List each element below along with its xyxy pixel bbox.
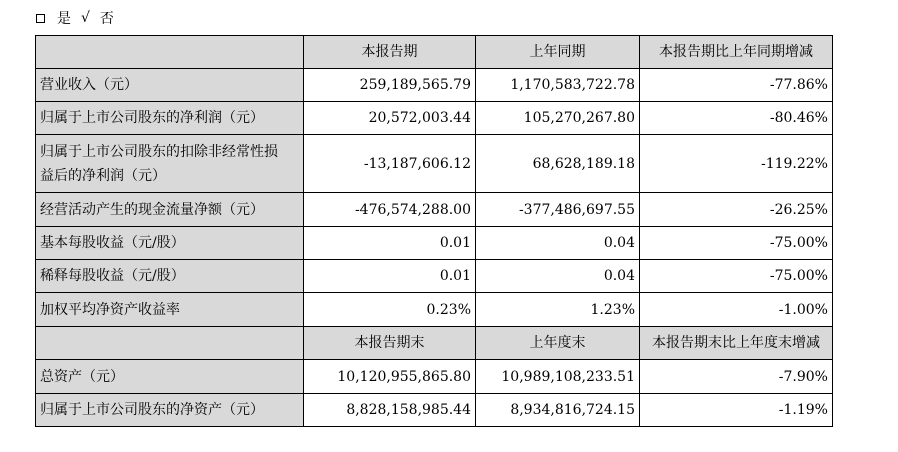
row-label: 营业收入（元）	[36, 69, 304, 102]
checkbox-unchecked-icon	[36, 14, 45, 23]
current-value: 10,120,955,865.80	[304, 360, 476, 394]
change-value: -119.22%	[640, 135, 833, 193]
header-cell-prior-period: 上年同期	[476, 36, 640, 69]
current-value: 8,828,158,985.44	[304, 394, 476, 427]
table-row	[36, 69, 833, 102]
current-value: 0.23%	[304, 293, 476, 327]
header-cell-change: 本报告期末比上年度末增减	[640, 327, 833, 360]
row-label: 加权平均净资产收益率	[36, 293, 304, 327]
row-label: 归属于上市公司股东的净资产（元）	[36, 394, 304, 427]
row-label	[36, 135, 304, 193]
header-cell-prior-year-end: 上年度末	[476, 327, 640, 360]
row-label-line: 归属于上市公司股东的扣除非经常性损	[40, 143, 278, 160]
change-value: -75.00%	[640, 227, 833, 260]
current-value: -13,187,606.12	[304, 135, 476, 193]
checkmark-icon: √	[81, 10, 90, 26]
change-value: -80.46%	[640, 102, 833, 135]
prior-value: 68,628,189.18	[476, 135, 640, 193]
change-value: -77.86%	[640, 69, 833, 102]
row-label: 基本每股收益（元/股）	[36, 227, 304, 260]
table-row	[36, 193, 833, 227]
prior-value: 1.23%	[476, 293, 640, 327]
header-cell-current-period: 本报告期	[304, 36, 476, 69]
row-label: 归属于上市公司股东的净利润（元）	[36, 102, 304, 135]
restatement-status-line	[36, 6, 114, 30]
table-row	[36, 394, 833, 427]
table-header-row	[36, 327, 833, 360]
prior-value: 1,170,583,722.78	[476, 69, 640, 102]
change-value: -1.00%	[640, 293, 833, 327]
no-option-label: 否	[99, 11, 114, 27]
prior-value: 8,934,816,724.15	[476, 394, 640, 427]
prior-value: 105,270,267.80	[476, 102, 640, 135]
prior-value: -377,486,697.55	[476, 193, 640, 227]
row-label: 稀释每股收益（元/股）	[36, 260, 304, 293]
table-row	[36, 260, 833, 293]
row-label: 经营活动产生的现金流量净额（元）	[36, 193, 304, 227]
row-label: 总资产（元）	[36, 360, 304, 394]
table-row	[36, 293, 833, 327]
header-cell-blank	[36, 327, 304, 360]
change-value: -1.19%	[640, 394, 833, 427]
prior-value: 0.04	[476, 227, 640, 260]
change-value: -7.90%	[640, 360, 833, 394]
table-row	[36, 102, 833, 135]
yes-option-label: 是	[57, 11, 71, 27]
table-row	[36, 360, 833, 394]
financial-data-table	[35, 35, 833, 427]
row-label-line: 益后的净利润（元）	[40, 167, 166, 184]
header-cell-change: 本报告期比上年同期增减	[640, 36, 833, 69]
header-cell-period-end: 本报告期末	[304, 327, 476, 360]
current-value: 0.01	[304, 260, 476, 293]
current-value: 259,189,565.79	[304, 69, 476, 102]
prior-value: 10,989,108,233.51	[476, 360, 640, 394]
table-header-row	[36, 36, 833, 69]
table-row	[36, 135, 833, 193]
header-cell-blank	[36, 36, 304, 69]
table-row	[36, 227, 833, 260]
current-value: 0.01	[304, 227, 476, 260]
prior-value: 0.04	[476, 260, 640, 293]
current-value: -476,574,288.00	[304, 193, 476, 227]
change-value: -75.00%	[640, 260, 833, 293]
change-value: -26.25%	[640, 193, 833, 227]
current-value: 20,572,003.44	[304, 102, 476, 135]
